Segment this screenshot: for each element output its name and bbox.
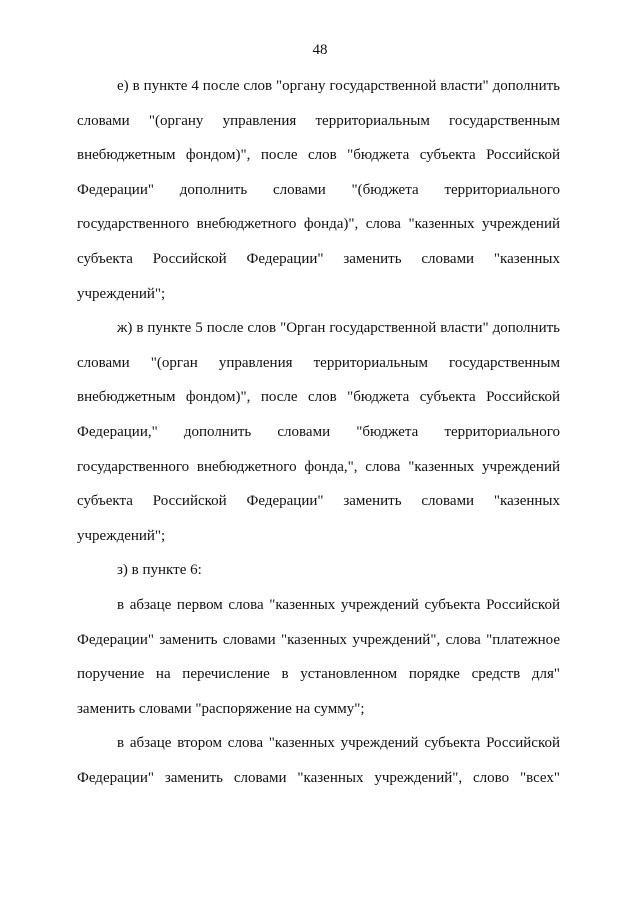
text-line: Федерации" дополнить словами "(бюджета территориального — [77, 181, 560, 198]
text-line: словами "(орган управления территориальным государственным — [77, 354, 560, 371]
text-line: государственного внебюджетного фонда,", слова "казенных учреждений — [77, 458, 560, 475]
text-line: субъекта Российской Федерации" заменить словами "казенных — [77, 250, 560, 267]
text-line: заменить словами "распоряжение на сумму"; — [77, 700, 365, 717]
text-line: е) в пункте 4 после слов "органу государственной власти" дополнить — [117, 78, 560, 94]
text-line: государственного внебюджетного фонда)", слова "казенных учреждений — [77, 216, 560, 233]
document-body — [77, 69, 560, 795]
text-line: учреждений"; — [77, 285, 166, 302]
text-line: субъекта Российской Федерации" заменить словами "казенных — [77, 493, 560, 510]
text-line: ж) в пункте 5 после слов "Орган государственной власти" дополнить — [117, 320, 560, 337]
text-line: з) в пункте 6: — [117, 562, 202, 579]
text-line: поручение на перечисление в установленном порядке средств для" — [77, 666, 560, 683]
text-line: Федерации" заменить словами "казенных учреждений", слова "платежное — [77, 631, 560, 648]
text-line: словами "(органу управления территориальным государственным — [77, 112, 560, 129]
text-line: в абзаце первом слова "казенных учреждений субъекта Российской — [117, 596, 560, 613]
text-line: внебюджетным фондом)", после слов "бюджета субъекта Российской — [77, 389, 560, 406]
page-number: 48 — [312, 42, 328, 58]
text-line: внебюджетным фондом)", после слов "бюджета субъекта Российской — [77, 147, 560, 164]
text-line: учреждений"; — [77, 527, 166, 544]
text-line: в абзаце втором слова "казенных учреждений субъекта Российской — [117, 735, 560, 752]
text-line: Федерации" заменить словами "казенных учреждений", слово "всех" — [77, 769, 560, 786]
text-line: Федерации," дополнить словами "бюджета территориального — [77, 423, 560, 440]
